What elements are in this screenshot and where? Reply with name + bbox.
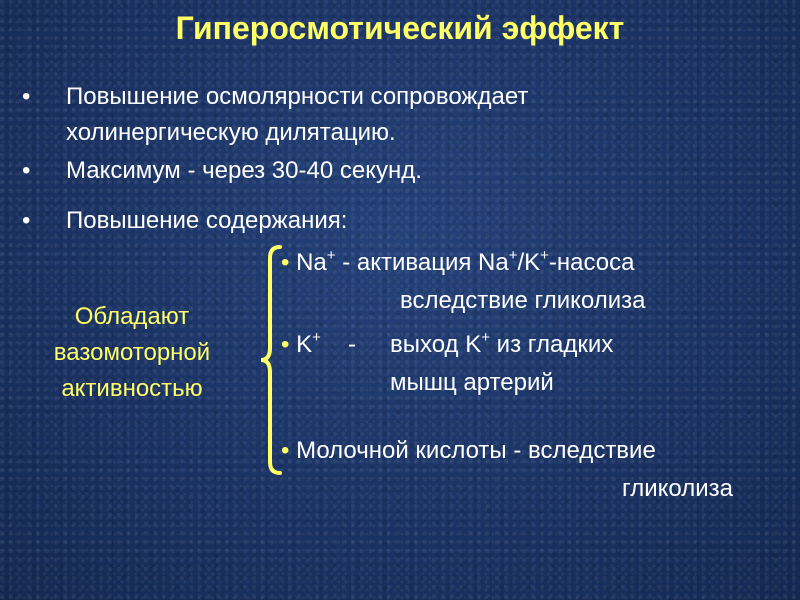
ion-charge: + bbox=[540, 247, 549, 264]
sub-item-sodium-cont: вследствие гликолиза bbox=[400, 287, 646, 314]
ion-charge: + bbox=[312, 329, 321, 346]
side-label-line: Обладают bbox=[74, 303, 190, 330]
ion-charge: + bbox=[508, 247, 518, 264]
potassium-text bbox=[390, 327, 613, 363]
sub-item-potassium-cont: мышц артерий bbox=[390, 369, 554, 396]
bullet-marker: • bbox=[22, 207, 31, 234]
slide-title: Гиперосмотический эффект bbox=[175, 10, 625, 46]
ion-symbol: K bbox=[296, 331, 313, 358]
sub-item-potassium bbox=[281, 327, 321, 363]
sodium-text: /K bbox=[517, 249, 541, 276]
sub-item-sodium bbox=[281, 245, 634, 281]
potassium-text-part: выход K bbox=[390, 331, 482, 358]
bullet-marker: • bbox=[22, 83, 31, 110]
sub-bullet-marker: • bbox=[281, 249, 290, 276]
side-label-line: вазомоторной bbox=[53, 339, 211, 366]
sub-item-lactic-acid-cont: гликолиза bbox=[622, 475, 733, 502]
ion-symbol: Na bbox=[296, 249, 327, 276]
potassium-dash: - bbox=[348, 331, 356, 358]
potassium-text-part: из гладких bbox=[490, 331, 614, 358]
sodium-text: - активация Na bbox=[335, 249, 509, 276]
bullet-text-line: Повышение содержания: bbox=[66, 207, 348, 234]
side-label-line: активностью bbox=[61, 375, 203, 402]
vasomotor-activity-label bbox=[22, 299, 242, 407]
ion-charge: + bbox=[326, 247, 336, 264]
bullet-text-line: Повышение осмолярности сопровождает bbox=[66, 83, 529, 110]
bullet-text-line: Максимум - через 30-40 секунд. bbox=[66, 157, 422, 184]
sub-item-lactic-acid bbox=[281, 433, 656, 469]
sub-bullet-marker: • bbox=[281, 331, 290, 358]
lactic-text: Молочной кислоты - вследствие bbox=[296, 437, 656, 464]
bullet-marker: • bbox=[22, 157, 31, 184]
bullet-text-line: холинергическую дилятацию. bbox=[66, 119, 396, 146]
sodium-text: -насоса bbox=[548, 249, 635, 276]
sub-bullet-marker: • bbox=[281, 437, 290, 464]
ion-charge: + bbox=[481, 329, 490, 346]
